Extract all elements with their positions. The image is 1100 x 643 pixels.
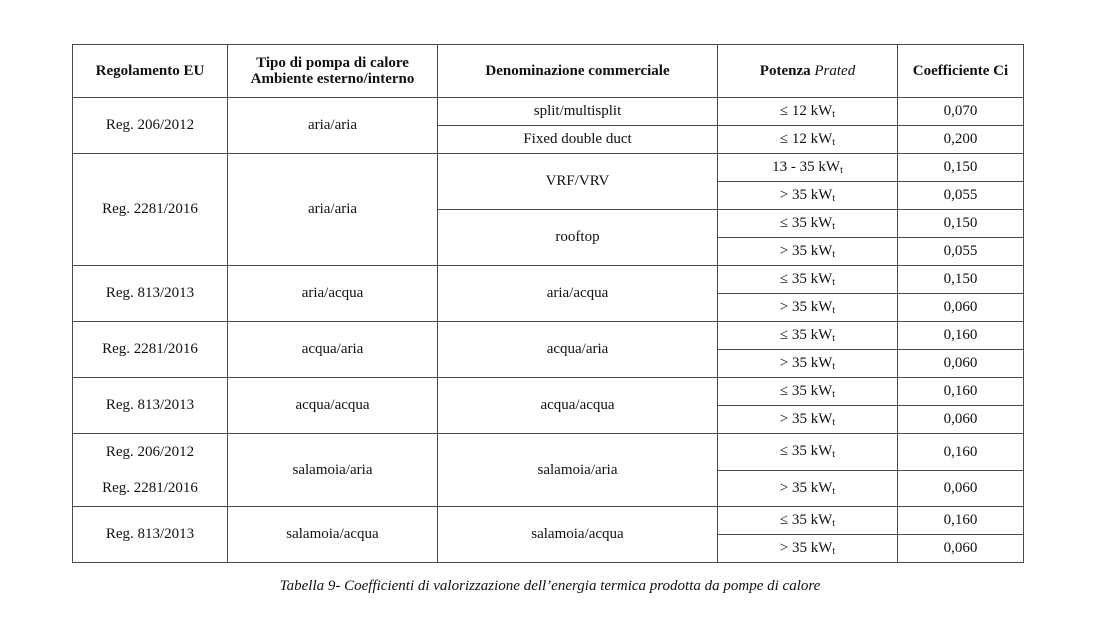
potenza-value: > 35 kW: [779, 243, 833, 259]
cell-tipo: salamoia/aria: [228, 434, 438, 507]
header-coefficiente: Coefficiente Ci: [898, 45, 1024, 98]
potenza-value: ≤ 35 kW: [779, 512, 833, 528]
potenza-value: ≤ 35 kW: [779, 383, 833, 399]
header-potenza-prefix: Potenza: [759, 62, 811, 79]
potenza-value: > 35 kW: [779, 187, 833, 203]
regolamento-text: Reg. 813/2013: [105, 526, 195, 543]
potenza-subscript: t: [832, 518, 836, 529]
potenza-subscript: t: [832, 137, 836, 148]
cell-coefficiente: 0,150: [898, 154, 1024, 182]
coefficients-table: [72, 44, 1024, 563]
cell-coefficiente: 0,060: [898, 470, 1024, 507]
potenza-subscript: t: [832, 417, 836, 428]
regolamento-text: Reg. 2281/2016: [102, 479, 198, 496]
cell-potenza: [718, 535, 898, 563]
potenza-value: ≤ 12 kW: [779, 103, 833, 119]
header-potenza-italic: Prated: [814, 62, 856, 79]
potenza-value: 13 - 35 kW: [772, 159, 841, 175]
potenza-subscript: t: [832, 221, 836, 232]
potenza-subscript: t: [832, 277, 836, 288]
table-row: [73, 507, 1024, 535]
cell-potenza: [718, 126, 898, 154]
header-denominazione: Denominazione commerciale: [438, 45, 718, 98]
cell-coefficiente: 0,060: [898, 294, 1024, 322]
cell-denominazione: rooftop: [438, 210, 718, 266]
potenza-subscript: t: [832, 333, 836, 344]
potenza-subscript: t: [832, 485, 836, 497]
cell-potenza: [718, 98, 898, 126]
cell-denominazione: Fixed double duct: [438, 126, 718, 154]
table-row: [73, 378, 1024, 406]
cell-regolamento: [73, 98, 228, 154]
header-tipo-line2: Ambiente esterno/interno: [250, 71, 415, 87]
cell-tipo: acqua/acqua: [228, 378, 438, 434]
header-tipo-line1: Tipo di pompa di calore: [256, 54, 409, 71]
potenza-subscript: t: [832, 193, 836, 204]
header-tipo: [228, 45, 438, 98]
cell-denominazione: acqua/acqua: [438, 378, 718, 434]
cell-potenza: [718, 294, 898, 322]
cell-potenza: [718, 350, 898, 378]
cell-coefficiente: 0,160: [898, 322, 1024, 350]
cell-denominazione: aria/acqua: [438, 266, 718, 322]
potenza-value: ≤ 35 kW: [779, 215, 833, 231]
potenza-subscript: t: [832, 305, 836, 316]
cell-regolamento: [73, 434, 228, 507]
cell-denominazione: split/multisplit: [438, 98, 718, 126]
potenza-subscript: t: [832, 389, 836, 400]
cell-regolamento: [73, 154, 228, 266]
cell-coefficiente: 0,150: [898, 266, 1024, 294]
cell-potenza: [718, 238, 898, 266]
cell-potenza: [718, 182, 898, 210]
cell-potenza: [718, 378, 898, 406]
cell-denominazione: acqua/aria: [438, 322, 718, 378]
cell-tipo: aria/aria: [228, 154, 438, 266]
table-row: [73, 154, 1024, 182]
regolamento-text: Reg. 206/2012: [105, 443, 195, 460]
table-row: [73, 434, 1024, 471]
potenza-value: > 35 kW: [779, 540, 833, 556]
cell-coefficiente: 0,160: [898, 507, 1024, 535]
cell-potenza: [718, 434, 898, 471]
table-caption: Tabella 9- Coefficienti di valorizzazione dell’energia termica prodotta da pompe di calore: [279, 578, 821, 594]
regolamento-multi: [73, 434, 227, 506]
cell-tipo: aria/acqua: [228, 266, 438, 322]
cell-tipo: aria/aria: [228, 98, 438, 154]
cell-denominazione: VRF/VRV: [438, 154, 718, 210]
cell-tipo: salamoia/acqua: [228, 507, 438, 563]
cell-coefficiente: 0,160: [898, 434, 1024, 471]
regolamento-text: Reg. 206/2012: [105, 117, 195, 134]
cell-potenza: [718, 322, 898, 350]
potenza-subscript: t: [832, 249, 836, 260]
potenza-value: > 35 kW: [779, 479, 833, 496]
header-row: [73, 45, 1024, 98]
cell-coefficiente: 0,160: [898, 378, 1024, 406]
potenza-subscript: t: [832, 361, 836, 372]
table-row: [73, 322, 1024, 350]
potenza-value: ≤ 35 kW: [779, 327, 833, 343]
table-row: [73, 98, 1024, 126]
table-body: [73, 98, 1024, 563]
potenza-value: > 35 kW: [779, 355, 833, 371]
potenza-value: ≤ 35 kW: [779, 443, 833, 460]
regolamento-text: Reg. 2281/2016: [102, 201, 198, 218]
header-potenza: [718, 45, 898, 98]
cell-coefficiente: 0,150: [898, 210, 1024, 238]
cell-tipo: acqua/aria: [228, 322, 438, 378]
cell-denominazione: salamoia/acqua: [438, 507, 718, 563]
cell-coefficiente: 0,060: [898, 535, 1024, 563]
potenza-subscript: t: [840, 165, 843, 176]
potenza-subscript: t: [832, 546, 836, 557]
cell-potenza: [718, 154, 898, 182]
header-regolamento: Regolamento EU: [73, 45, 228, 98]
potenza-subscript: t: [832, 109, 836, 120]
cell-potenza: [718, 507, 898, 535]
cell-potenza: [718, 266, 898, 294]
potenza-subscript: t: [832, 449, 836, 461]
cell-regolamento: [73, 266, 228, 322]
cell-coefficiente: 0,070: [898, 98, 1024, 126]
cell-regolamento: [73, 322, 228, 378]
cell-coefficiente: 0,055: [898, 182, 1024, 210]
cell-potenza: [718, 406, 898, 434]
cell-potenza: [718, 470, 898, 507]
regolamento-text: Reg. 813/2013: [105, 285, 195, 302]
cell-regolamento: [73, 507, 228, 563]
potenza-value: ≤ 35 kW: [779, 271, 833, 287]
cell-potenza: [718, 210, 898, 238]
table-header: [73, 45, 1024, 98]
regolamento-text: Reg. 813/2013: [105, 397, 195, 414]
potenza-value: ≤ 12 kW: [779, 131, 833, 147]
cell-coefficiente: 0,200: [898, 126, 1024, 154]
cell-coefficiente: 0,060: [898, 350, 1024, 378]
table-row: [73, 266, 1024, 294]
potenza-value: > 35 kW: [779, 299, 833, 315]
cell-denominazione: salamoia/aria: [438, 434, 718, 507]
potenza-value: > 35 kW: [779, 411, 833, 427]
cell-coefficiente: 0,055: [898, 238, 1024, 266]
cell-regolamento: [73, 378, 228, 434]
regolamento-text: Reg. 2281/2016: [102, 341, 198, 358]
cell-coefficiente: 0,060: [898, 406, 1024, 434]
